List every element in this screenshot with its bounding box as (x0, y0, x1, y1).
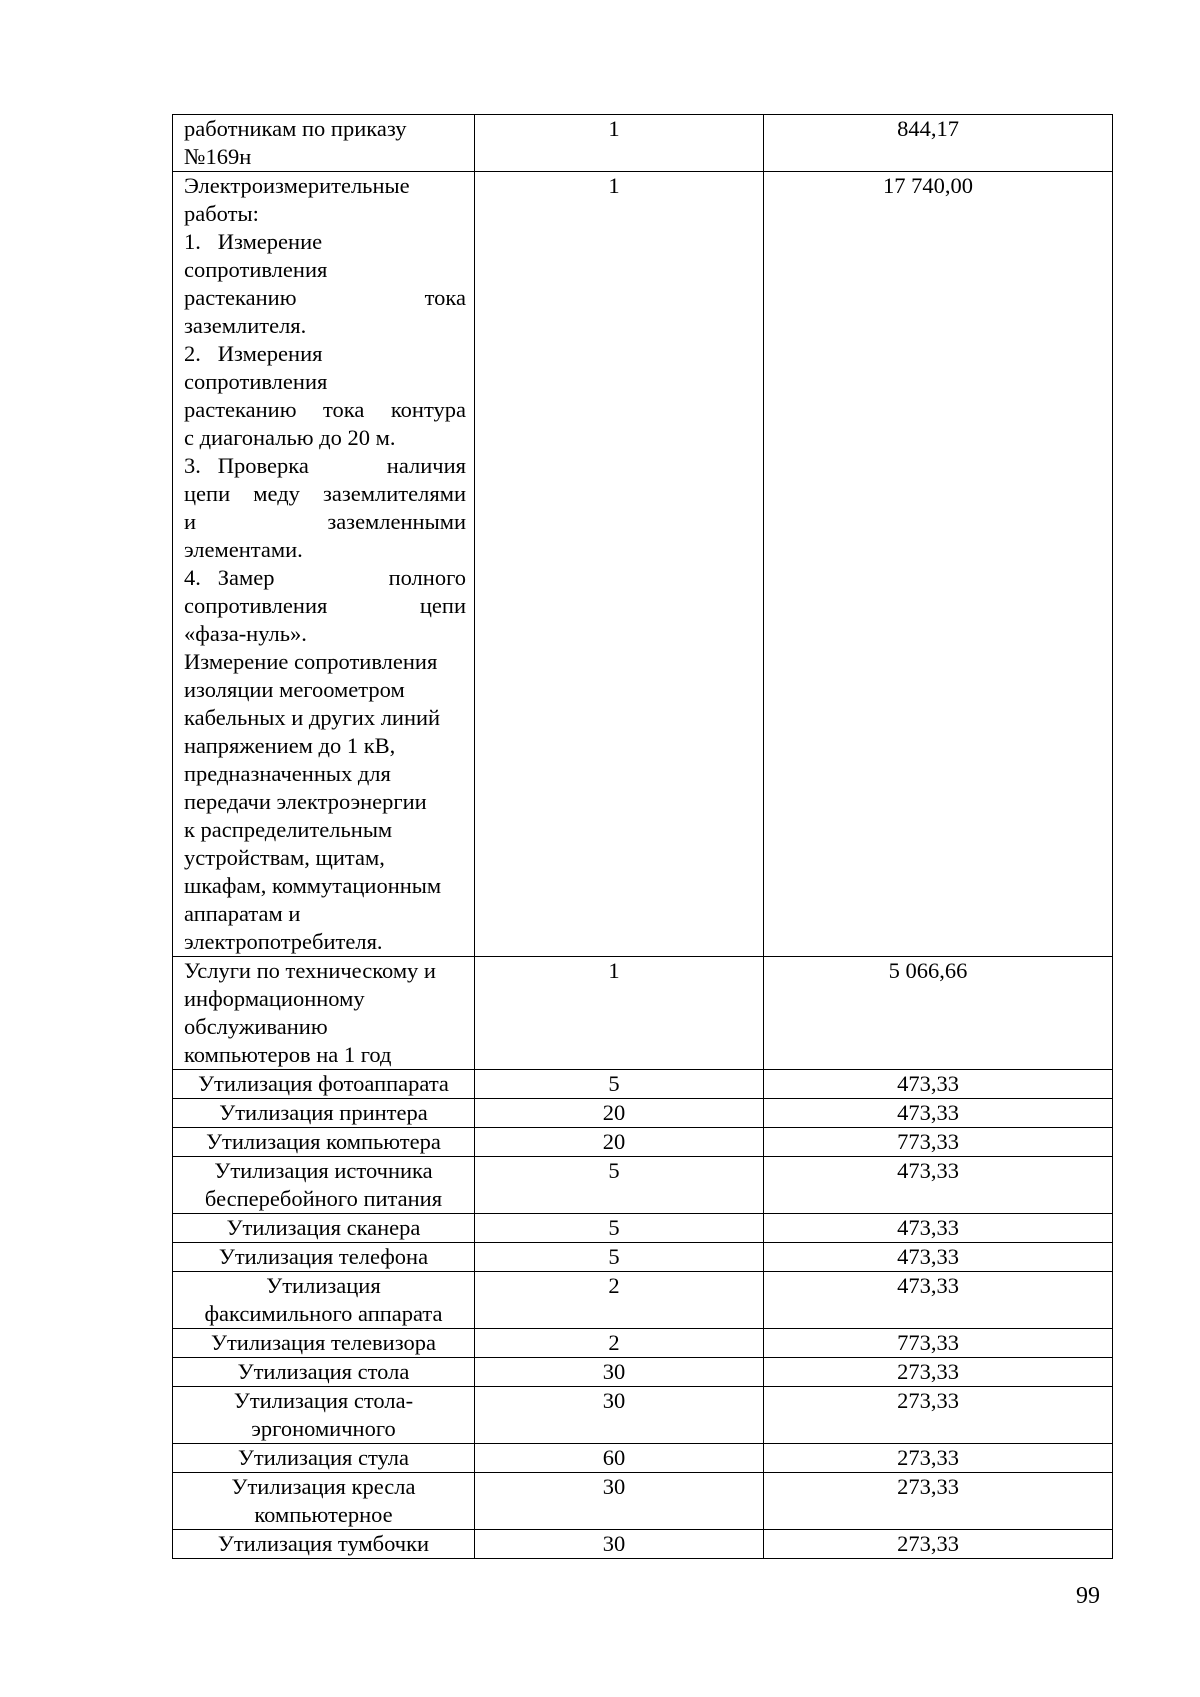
work-item-number: 1. (184, 229, 201, 254)
work-item-word: «фаза-нуль». (184, 621, 307, 646)
quantity-cell: 1 (475, 115, 764, 172)
quantity-cell: 2 (475, 1329, 764, 1358)
item-name-line: Утилизация телефона (218, 1244, 429, 1269)
item-name-cell (173, 1099, 475, 1128)
electrical-works-description: Измерение сопротивления (184, 649, 438, 674)
work-item-word: и (184, 509, 197, 534)
work-item-word: Измерение (217, 229, 323, 254)
price-cell: 473,33 (764, 1157, 1113, 1214)
item-name-cell (173, 1329, 475, 1358)
quantity-cell: 30 (475, 1387, 764, 1444)
table-row (173, 1473, 1113, 1530)
quantity-cell: 5 (475, 1214, 764, 1243)
work-item-line (184, 396, 466, 424)
work-item-word: контура (390, 397, 466, 422)
electrical-works-description: предназначенных для (184, 761, 391, 786)
work-item-word: растеканию (184, 285, 297, 310)
electrical-works-description: кабельных и других линий (184, 705, 441, 730)
item-name-line: Утилизация сканера (226, 1215, 421, 1240)
price-cell: 773,33 (764, 1128, 1113, 1157)
quantity-cell: 30 (475, 1530, 764, 1559)
quantity-cell: 1 (475, 172, 764, 957)
work-item-word: тока (424, 285, 466, 310)
price-cell: 473,33 (764, 1070, 1113, 1099)
price-cell: 473,33 (764, 1214, 1113, 1243)
item-name-line: факсимильного аппарата (204, 1301, 443, 1326)
work-item-word: наличия (386, 453, 466, 478)
quantity-cell: 5 (475, 1157, 764, 1214)
work-item-line (184, 228, 466, 256)
work-item-line (184, 592, 466, 620)
item-name-cell (173, 1272, 475, 1329)
work-item-line (184, 424, 466, 452)
electrical-works-heading: Электроизмерительные (184, 173, 410, 198)
table-row (173, 172, 1113, 957)
table-row (173, 1128, 1113, 1157)
item-name-cell (173, 957, 475, 1070)
work-item-number: 2. (184, 341, 201, 366)
electrical-works-heading: работы: (184, 201, 259, 226)
work-item-number: 4. (184, 565, 201, 590)
work-item-word: сопротивления (184, 257, 328, 282)
table-row (173, 1530, 1113, 1559)
work-item-line-start (184, 452, 309, 480)
work-item-line-start (184, 564, 274, 592)
work-item-word: сопротивления (184, 369, 328, 394)
work-item-word: заземлителями (323, 481, 466, 506)
table-row (173, 1387, 1113, 1444)
page-number: 99 (1076, 1583, 1100, 1609)
work-item-line (184, 620, 466, 648)
quantity-cell: 1 (475, 957, 764, 1070)
work-item-word: Проверка (217, 453, 309, 478)
price-cell: 273,33 (764, 1530, 1113, 1559)
item-name-line: Утилизация стула (237, 1445, 409, 1470)
price-cell: 844,17 (764, 115, 1113, 172)
work-item-line (184, 452, 466, 480)
electrical-works-description: передачи электроэнергии (184, 789, 427, 814)
item-name-cell (173, 1243, 475, 1272)
table-row (173, 1214, 1113, 1243)
price-cell: 17 740,00 (764, 172, 1113, 957)
table-row (173, 1272, 1113, 1329)
table-row (173, 1070, 1113, 1099)
table-row (173, 1444, 1113, 1473)
work-item-word: тока (323, 397, 365, 422)
price-cell: 5 066,66 (764, 957, 1113, 1070)
item-name-cell (173, 172, 475, 957)
electrical-works-description: к распределительным (184, 817, 393, 842)
item-name-cell (173, 1444, 475, 1473)
item-name-line: эргономичного (251, 1416, 396, 1441)
work-item-line (184, 340, 466, 368)
work-item-line-start (184, 228, 322, 256)
item-name-line: №169н (184, 144, 252, 169)
quantity-cell: 30 (475, 1358, 764, 1387)
work-item-line (184, 508, 466, 536)
price-cell: 273,33 (764, 1473, 1113, 1530)
work-item-word: растеканию (184, 397, 297, 422)
item-name-line: Утилизация (266, 1273, 381, 1298)
table-row (173, 957, 1113, 1070)
item-name-cell (173, 1214, 475, 1243)
work-item-line (184, 284, 466, 312)
work-item-word: Измерения (217, 341, 323, 366)
price-cell: 473,33 (764, 1243, 1113, 1272)
item-name-line: Утилизация тумбочки (217, 1531, 430, 1556)
quantity-cell: 20 (475, 1099, 764, 1128)
work-item-line (184, 312, 466, 340)
quantity-cell: 60 (475, 1444, 764, 1473)
work-item-line (184, 564, 466, 592)
item-name-cell (173, 1530, 475, 1559)
work-item-line (184, 480, 466, 508)
table-row (173, 115, 1113, 172)
item-name-cell (173, 1387, 475, 1444)
work-item-line-start (184, 340, 322, 368)
item-name-line: Утилизация стола- (233, 1388, 414, 1413)
quantity-cell: 5 (475, 1243, 764, 1272)
item-name-cell (173, 1473, 475, 1530)
work-item-line (184, 256, 466, 284)
work-item-line (184, 368, 466, 396)
work-item-word: с диагональю до 20 м. (184, 425, 396, 450)
work-item-word: элементами. (184, 537, 303, 562)
table-row (173, 1243, 1113, 1272)
item-name-line: Утилизация стола (237, 1359, 410, 1384)
item-name-line: Услуги по техническому и (184, 958, 436, 983)
item-name-line: информационному (184, 986, 365, 1011)
item-name-line: работникам по приказу (184, 116, 407, 141)
price-cell: 773,33 (764, 1329, 1113, 1358)
item-name-cell (173, 1358, 475, 1387)
item-name-cell (173, 1070, 475, 1099)
services-table-body (173, 115, 1113, 1559)
item-name-cell (173, 115, 475, 172)
item-name-line: обслуживанию (184, 1014, 328, 1039)
work-item-word: Замер (217, 565, 275, 590)
price-cell: 273,33 (764, 1387, 1113, 1444)
item-name-line: Утилизация телевизора (211, 1330, 436, 1355)
item-name-line: Утилизация принтера (219, 1100, 428, 1125)
price-cell: 273,33 (764, 1444, 1113, 1473)
work-item-word: цепи (419, 593, 466, 618)
work-item-word: сопротивления (184, 593, 328, 618)
electrical-works-description: электропотребителя. (184, 929, 383, 954)
item-name-line: Утилизация фотоаппарата (198, 1071, 449, 1096)
item-name-line: Утилизация кресла (231, 1474, 416, 1499)
item-name-line: Утилизация компьютера (206, 1129, 441, 1154)
electrical-works-description: изоляции мегоометром (184, 677, 405, 702)
item-name-line: бесперебойного питания (204, 1186, 443, 1211)
quantity-cell: 5 (475, 1070, 764, 1099)
item-name-cell (173, 1157, 475, 1214)
item-name-line: компьютерное (254, 1502, 393, 1527)
price-cell: 473,33 (764, 1272, 1113, 1329)
item-name-line: Утилизация источника (214, 1158, 433, 1183)
work-item-line (184, 536, 466, 564)
item-name-line: компьютеров на 1 год (184, 1042, 392, 1067)
electrical-works-description: шкафам, коммутационным (184, 873, 442, 898)
work-item-word: меду (253, 481, 300, 506)
table-row (173, 1329, 1113, 1358)
table-row (173, 1099, 1113, 1128)
work-item-word: полного (388, 565, 466, 590)
work-item-word: заземленными (327, 509, 466, 534)
work-item-word: заземлителя. (184, 313, 307, 338)
electrical-works-description: аппаратам и (184, 901, 301, 926)
price-cell: 273,33 (764, 1358, 1113, 1387)
electrical-works-description: устройствам, щитам, (184, 845, 385, 870)
electrical-works-description: напряжением до 1 кВ, (184, 733, 396, 758)
item-name-cell (173, 1128, 475, 1157)
work-item-word: цепи (184, 481, 231, 506)
quantity-cell: 30 (475, 1473, 764, 1530)
price-cell: 473,33 (764, 1099, 1113, 1128)
quantity-cell: 2 (475, 1272, 764, 1329)
work-item-number: 3. (184, 453, 201, 478)
services-table (172, 114, 1113, 1559)
quantity-cell: 20 (475, 1128, 764, 1157)
table-row (173, 1157, 1113, 1214)
table-row (173, 1358, 1113, 1387)
